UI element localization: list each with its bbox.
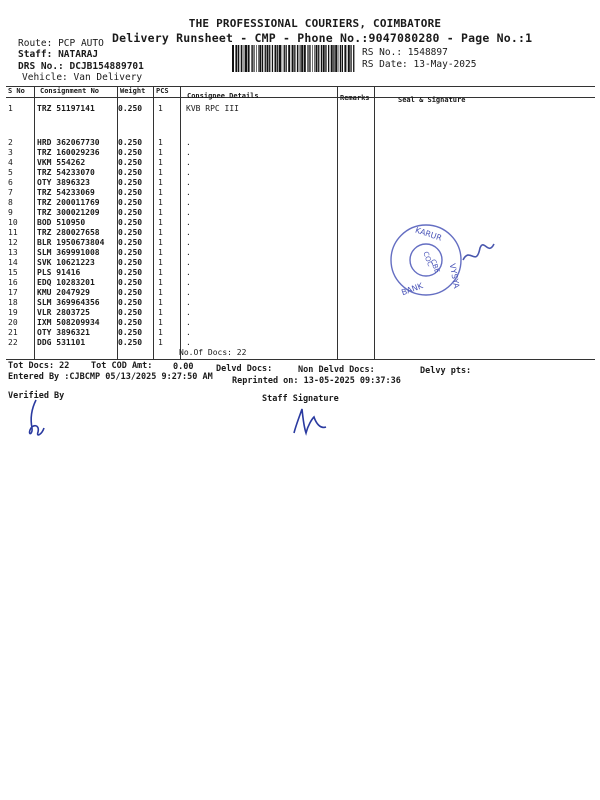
row-weight: 0.250 [118, 308, 143, 317]
table-row [6, 104, 595, 114]
table-row [6, 258, 595, 268]
row-sno: 7 [8, 188, 13, 197]
barcode-icon [231, 45, 356, 72]
tot-cod-value: 0.00 [173, 362, 194, 372]
row-sno: 13 [8, 248, 18, 257]
row-pcs: 1 [158, 218, 163, 227]
row-consignment: TRZ 160029236 [37, 148, 100, 157]
delivery-table [6, 86, 595, 360]
row-sno: 22 [8, 338, 18, 347]
drs-label: DRS No.: [18, 61, 64, 72]
row-consignee: . [186, 268, 191, 277]
row-weight: 0.250 [118, 338, 143, 347]
header-seal: Seal & Signature [398, 96, 466, 104]
row-weight: 0.250 [118, 138, 143, 147]
stamp-text-right: VYSYA [447, 262, 461, 290]
row-consignee: . [186, 218, 191, 227]
row-weight: 0.250 [118, 248, 143, 257]
header-sno: S No [8, 87, 25, 95]
row-consignee: . [186, 258, 191, 267]
table-row [6, 208, 595, 218]
row-pcs: 1 [158, 298, 163, 307]
rs-date-label: RS Date: [362, 59, 408, 70]
row-consignment: SLM 369964356 [37, 298, 100, 307]
row-consignee: KVB RPC III [186, 104, 239, 113]
route-line [18, 38, 104, 49]
row-weight: 0.250 [118, 278, 143, 287]
row-sno: 3 [8, 148, 13, 157]
row-weight: 0.250 [118, 228, 143, 237]
drs-value: DCJB154889701 [69, 61, 144, 72]
table-row [6, 248, 595, 258]
row-pcs: 1 [158, 148, 163, 157]
row-consignee: . [186, 228, 191, 237]
row-pcs: 1 [158, 198, 163, 207]
row-consignee: . [186, 198, 191, 207]
row-pcs: 1 [158, 208, 163, 217]
company-title: THE PROFESSIONAL COURIERS, COIMBATORE [188, 17, 442, 30]
rs-no-label: RS No.: [362, 47, 403, 58]
vehicle-line [22, 72, 142, 83]
row-pcs: 1 [158, 168, 163, 177]
row-weight: 0.250 [118, 318, 143, 327]
rs-date-value: 13-May-2025 [413, 59, 477, 70]
row-pcs: 1 [158, 288, 163, 297]
row-consignee: . [186, 248, 191, 257]
row-consignment: HRD 362067730 [37, 138, 100, 147]
row-pcs: 1 [158, 278, 163, 287]
rs-no-value: 1548897 [407, 47, 448, 58]
row-consignment: OTY 3896323 [37, 178, 90, 187]
row-consignee: . [186, 308, 191, 317]
row-consignment: DDG 531101 [37, 338, 86, 347]
row-weight: 0.250 [118, 218, 143, 227]
rs-date-line [362, 59, 476, 70]
row-weight: 0.250 [118, 188, 143, 197]
row-consignment: BOD 510950 [37, 218, 86, 227]
row-consignment: PLS 91416 [37, 268, 81, 277]
row-sno: 17 [8, 288, 18, 297]
staff-signature-icon [290, 405, 330, 441]
delvy-pts: Delvy pts: [420, 366, 472, 376]
entered-by: Entered By :CJBCMP 05/13/2025 9:27:50 AM [8, 372, 213, 382]
row-consignee: . [186, 298, 191, 307]
row-consignee: . [186, 168, 191, 177]
table-row [6, 158, 595, 168]
header-remarks: Remarks [340, 94, 370, 102]
row-weight: 0.250 [118, 178, 143, 187]
row-weight: 0.250 [118, 148, 143, 157]
row-pcs: 1 [158, 238, 163, 247]
table-row [6, 148, 595, 158]
non-delvd-docs: Non Delvd Docs: [298, 365, 375, 375]
row-sno: 18 [8, 298, 18, 307]
row-weight: 0.250 [118, 298, 143, 307]
row-consignee: . [186, 328, 191, 337]
stamp-text-center1: COC [421, 250, 435, 268]
row-weight: 0.250 [118, 158, 143, 167]
row-pcs: 1 [158, 104, 163, 113]
row-sno: 12 [8, 238, 18, 247]
table-row [6, 188, 595, 198]
row-sno: 21 [8, 328, 18, 337]
row-consignment: KMU 2047929 [37, 288, 90, 297]
table-row [6, 278, 595, 288]
row-pcs: 1 [158, 308, 163, 317]
tot-docs: Tot Docs: 22 [8, 361, 70, 371]
row-consignee: . [186, 288, 191, 297]
row-consignment: EDQ 10283201 [37, 278, 95, 287]
row-weight: 0.250 [118, 288, 143, 297]
row-weight: 0.250 [118, 198, 143, 207]
row-consignment: SVK 10621223 [37, 258, 95, 267]
row-consignment: TRZ 51197141 [37, 104, 95, 113]
table-row [6, 238, 595, 248]
row-consignment: IXM 508209934 [37, 318, 100, 327]
row-consignment: TRZ 200011769 [37, 198, 100, 207]
row-sno: 15 [8, 268, 18, 277]
staff-signature-label: Staff Signature [262, 394, 339, 404]
runsheet-subtitle: Delivery Runsheet - CMP - Phone No.:9047080280 - Page No.:1 [112, 31, 533, 45]
staff-label: Staff: [18, 49, 53, 60]
row-pcs: 1 [158, 178, 163, 187]
table-row [6, 178, 595, 188]
row-weight: 0.250 [118, 328, 143, 337]
table-row [6, 218, 595, 228]
row-consignee: . [186, 158, 191, 167]
row-sno: 2 [8, 138, 13, 147]
row-pcs: 1 [158, 268, 163, 277]
row-weight: 0.250 [118, 258, 143, 267]
row-pcs: 1 [158, 188, 163, 197]
row-pcs: 1 [158, 318, 163, 327]
table-row [6, 288, 595, 298]
delvd-docs: Delvd Docs: [216, 364, 273, 374]
row-weight: 0.250 [118, 238, 143, 247]
row-consignee: . [186, 178, 191, 187]
table-row [6, 268, 595, 278]
row-pcs: 1 [158, 338, 163, 347]
row-sno: 20 [8, 318, 18, 327]
header-weight: Weight [120, 87, 146, 95]
row-weight: 0.250 [118, 104, 143, 113]
row-sno: 4 [8, 158, 13, 167]
vehicle-label: Vehicle: [22, 72, 68, 83]
row-consignment: VKM 554262 [37, 158, 86, 167]
row-consignee: . [186, 338, 191, 347]
table-row [6, 328, 595, 338]
verified-by: Verified By [8, 391, 65, 401]
table-row [6, 338, 595, 348]
row-consignment: SLM 369991008 [37, 248, 100, 257]
row-sno: 1 [8, 104, 13, 113]
row-consignee: . [186, 138, 191, 147]
table-row [6, 318, 595, 328]
no-of-docs: No.Of Docs: 22 [179, 348, 247, 357]
row-consignment: VLR 2803725 [37, 308, 90, 317]
row-consignee: . [186, 188, 191, 197]
row-pcs: 1 [158, 158, 163, 167]
route-value: PCP AUTO [58, 38, 104, 49]
staff-value: NATARAJ [58, 49, 99, 60]
row-consignment: TRZ 300021209 [37, 208, 100, 217]
stamp-text-center2: CBE [428, 258, 442, 275]
row-consignee: . [186, 278, 191, 287]
table-row [6, 228, 595, 238]
row-sno: 16 [8, 278, 18, 287]
row-sno: 14 [8, 258, 18, 267]
bank-stamp [388, 218, 506, 300]
table-row [6, 298, 595, 308]
stamp-text-top: KARUR [413, 225, 443, 243]
row-consignee: . [186, 208, 191, 217]
header-consignee: Consignee Details [187, 92, 259, 100]
row-consignment: TRZ 54233070 [37, 168, 95, 177]
row-sno: 10 [8, 218, 18, 227]
verifier-signature-icon [24, 398, 50, 444]
row-consignee: . [186, 318, 191, 327]
header-consignment: Consignment No [40, 87, 100, 95]
row-pcs: 1 [158, 248, 163, 257]
header-pcs: PCS [156, 87, 169, 95]
table-row [6, 138, 595, 148]
row-sno: 19 [8, 308, 18, 317]
row-consignment: BLR 1950673804 [37, 238, 105, 247]
row-pcs: 1 [158, 328, 163, 337]
row-sno: 8 [8, 198, 13, 207]
row-consignment: OTY 3896321 [37, 328, 90, 337]
row-sno: 5 [8, 168, 13, 177]
staff-line [18, 49, 98, 60]
row-consignment: TRZ 280027658 [37, 228, 100, 237]
vehicle-value: Van Delivery [73, 72, 143, 83]
row-sno: 11 [8, 228, 18, 237]
reprinted-on: Reprinted on: 13-05-2025 09:37:36 [232, 376, 401, 386]
table-row [6, 168, 595, 178]
row-consignee: . [186, 148, 191, 157]
row-consignment: TRZ 54233069 [37, 188, 95, 197]
table-row [6, 198, 595, 208]
row-pcs: 1 [158, 228, 163, 237]
tot-cod-label: Tot COD Amt: [91, 361, 153, 371]
row-pcs: 1 [158, 258, 163, 267]
route-label: Route: [18, 38, 53, 49]
row-weight: 0.250 [118, 208, 143, 217]
table-row [6, 308, 595, 318]
row-consignee: . [186, 238, 191, 247]
rs-no-line [362, 47, 448, 58]
row-pcs: 1 [158, 138, 163, 147]
row-sno: 9 [8, 208, 13, 217]
row-weight: 0.250 [118, 168, 143, 177]
stamp-text-bottom: BANK [400, 281, 425, 298]
row-weight: 0.250 [118, 268, 143, 277]
drs-line [18, 61, 144, 72]
row-sno: 6 [8, 178, 13, 187]
